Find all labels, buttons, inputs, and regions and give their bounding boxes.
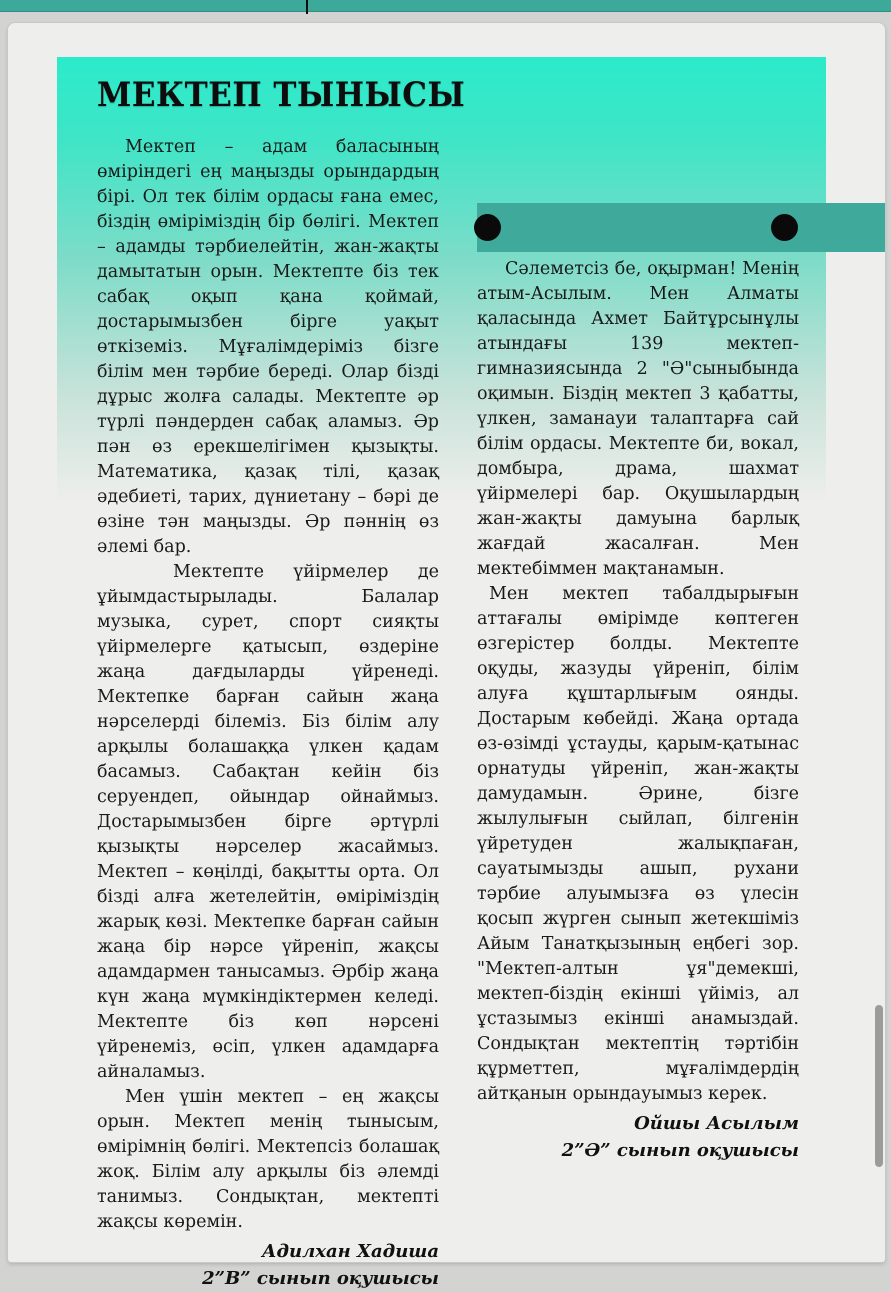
article-paragraph: Мектепте үйірмелер де ұйымдастырылады. Балалар музыка, сурет, спорт сияқты үйірмелерге қатысып, өздеріне жаңа дағдыларды үйренеді. Мектепке барған сайын жаңа нәрселерді білеміз. Біз білім алу арқылы болашаққа үлкен қадам басамыз. Сабақтан кейін біз серуендеп, ойындар ойнаймыз. Достарымызбен бірге әртүрлі қызықты нәрселер жасаймыз. Мектеп – көңілді, бақытты орта. Ол бізді алға жетелейтін, өміріміздің жарық көзі. Мектепке барған сайын жаңа бір нәрсе үйреніп, жақсы адамдармен танысамыз. Әрбір жаңа күн жаңа мүмкіндіктермен келеді. Мектепте біз көп нәрсені үйренеміз, өсіп, үлкен адамдарға айналамыз. — [97, 562, 439, 1082]
hole-dot-icon — [474, 214, 501, 241]
scrollbar-thumb[interactable] — [875, 1005, 883, 1167]
author-name: Ойшы Асылым — [634, 1113, 799, 1134]
article-signature — [97, 1238, 439, 1292]
author-class: 2”Ә” сынып оқушысы — [561, 1140, 799, 1161]
decorative-banner — [477, 203, 885, 252]
article-paragraph: Мен мектеп табалдырығын аттағалы өмірімде көптеген өзгерістер болды. Мектепте оқуды, жазуды үйреніп, білім алуға құштарлығым оянды. Достарым көбейді. Жаңа ортада өз-өзімді ұстауды, қарым-қатынас орнатуды үйреніп, жан-жақты дамудамын. Әрине, бізге жылулығын сыйлап, білгенін үйретуден жалықпаған, сауатымызды ашып, рухани тәрбие алуымызға өз үлесін қосып жүрген сынып жетекшіміз Айым Танатқызының еңбегі зор. "Мектеп-алтын ұя"демекші, мектеп-біздің екінші үйіміз, ал ұстазымыз екінші анамыздай. Сондықтан мектептің тәртібін құрметтеп, мұғалімдердің айтқанын орындауымыз керек. — [477, 584, 799, 1104]
page-title: МЕКТЕП ТЫНЫСЫ — [97, 75, 466, 115]
article-paragraph: Сәлеметсіз бе, оқырман! Менің атым-Асылым. Мен Алматы қаласында Ахмет Байтұрсынұлы атындағы 139 мектеп-гимназиясында 2 "Ә"сыныбында оқимын. Біздің мектеп 3 қабатты, үлкен, заманауи талаптарға сай білім ордасы. Мектепте би, вокал, домбыра, драма, шахмат үйірмелері бар. Оқушылардың жан-жақты дамуына барлық жағдай жасалған. Мен мектебіммен мақтанамын. — [477, 259, 799, 579]
right-article-column — [477, 257, 799, 1164]
article-signature — [477, 1110, 799, 1164]
document-page — [8, 23, 885, 1289]
toolbar-divider — [306, 0, 308, 14]
article-paragraph: Мен үшін мектеп – ең жақсы орын. Мектеп менің тынысым, өмірімнің бөлігі. Мектепсіз болашақ жоқ. Білім алу арқылы біз әлемді танимыз. Сондықтан, мектепті жақсы көремін. — [97, 1087, 439, 1232]
hole-dot-icon — [771, 214, 798, 241]
article-paragraph: Мектеп – адам баласының өміріндегі ең маңызды орындардың бірі. Ол тек білім ордасы ғана емес, біздің өміріміздің бір бөлігі. Мектеп – адамды тәрбиелейтін, жан-жақты дамытатын орын. Мектепте біз тек сабақ оқып қана қоймай, достарымызбен бірге уақыт өткіземіз. Мұғалімдеріміз бізге білім мен тәрбие береді. Олар бізді дұрыс жолға салады. Мектепте әр түрлі пәндерден сабақ аламыз. Әр пән өз ерекшелігімен қызықты. Математика, қазақ тілі, қазақ әдебиеті, тарих, дүниетану – бәрі де өзіне тән маңызды. Әр пәннің өз әлемі бар. — [97, 137, 439, 557]
author-class: 2”В” сынып оқушысы — [202, 1268, 439, 1289]
author-name: Адилхан Хадиша — [261, 1241, 439, 1262]
app-toolbar — [0, 0, 891, 12]
left-article-column — [97, 135, 439, 1292]
